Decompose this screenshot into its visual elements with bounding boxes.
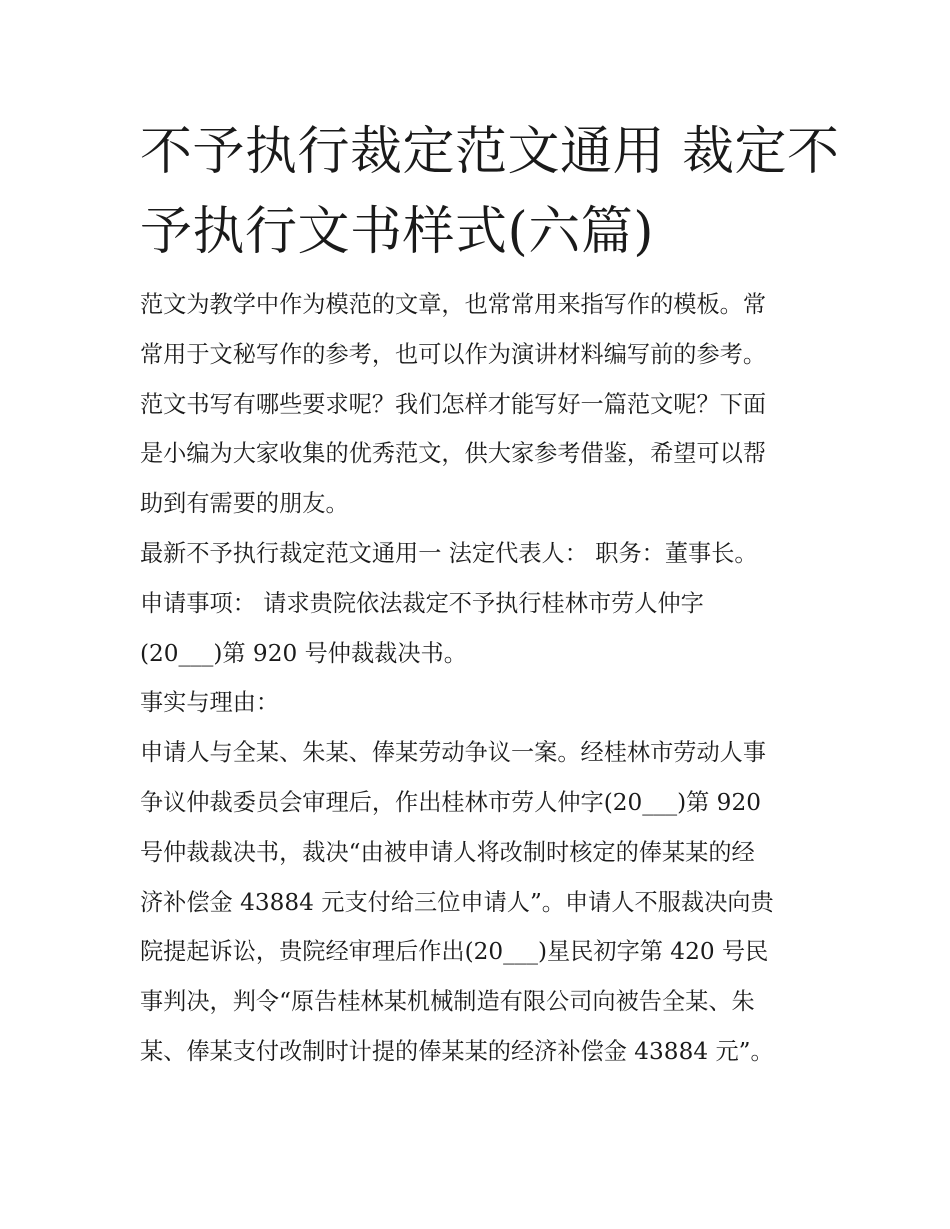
facts-paragraph-line: 院提起诉讼，贵院经审理后作出(20___)星民初字第 420 号民: [140, 938, 769, 966]
intro-paragraph-line: 范文书写有哪些要求呢？我们怎样才能写好一篇范文呢？下面: [140, 390, 767, 418]
facts-paragraph-line: 某、俸某支付改制时计提的俸某某的经济补偿金 43884 元”。: [140, 1037, 774, 1065]
facts-paragraph-line: 事判决，判令“原告桂林某机械制造有限公司向被告全某、朱: [140, 988, 755, 1016]
document-body: [140, 280, 816, 1077]
title-line: 不予执行裁定范文通用 裁定不: [140, 122, 840, 182]
facts-paragraph-line: 争议仲裁委员会审理后，作出桂林市劳人仲字(20___)第 920: [140, 788, 761, 816]
title-line: 予执行文书样式(六篇): [140, 202, 655, 262]
facts-paragraph-line: 济补偿金 43884 元支付给三位申请人”。申请人不服裁决向贵: [140, 888, 774, 916]
representative-line: 最新不予执行裁定范文通用一 法定代表人： 职务：董事长。: [140, 539, 758, 567]
section-heading: 事实与理由：: [140, 689, 280, 717]
application-item-line: 申请事项： 请求贵院依法裁定不予执行桂林市劳人仲字: [140, 589, 704, 617]
application-item-line: (20___)第 920 号仲裁裁决书。: [140, 639, 467, 667]
facts-paragraph-line: 号仲裁裁决书，裁决“由被申请人将改制时核定的俸某某的经: [140, 838, 755, 866]
facts-paragraph-line: 申请人与全某、朱某、俸某劳动争议一案。经桂林市劳动人事: [140, 739, 767, 767]
intro-paragraph-line: 助到有需要的朋友。: [140, 490, 349, 518]
intro-paragraph-line: 是小编为大家收集的优秀范文，供大家参考借鉴，希望可以帮: [140, 440, 767, 468]
intro-paragraph-line: 常用于文秘写作的参考，也可以作为演讲材料编写前的参考。: [140, 340, 767, 368]
intro-paragraph-line: 范文为教学中作为模范的文章，也常常用来指写作的模板。常: [140, 291, 767, 318]
document-title: [140, 112, 840, 272]
